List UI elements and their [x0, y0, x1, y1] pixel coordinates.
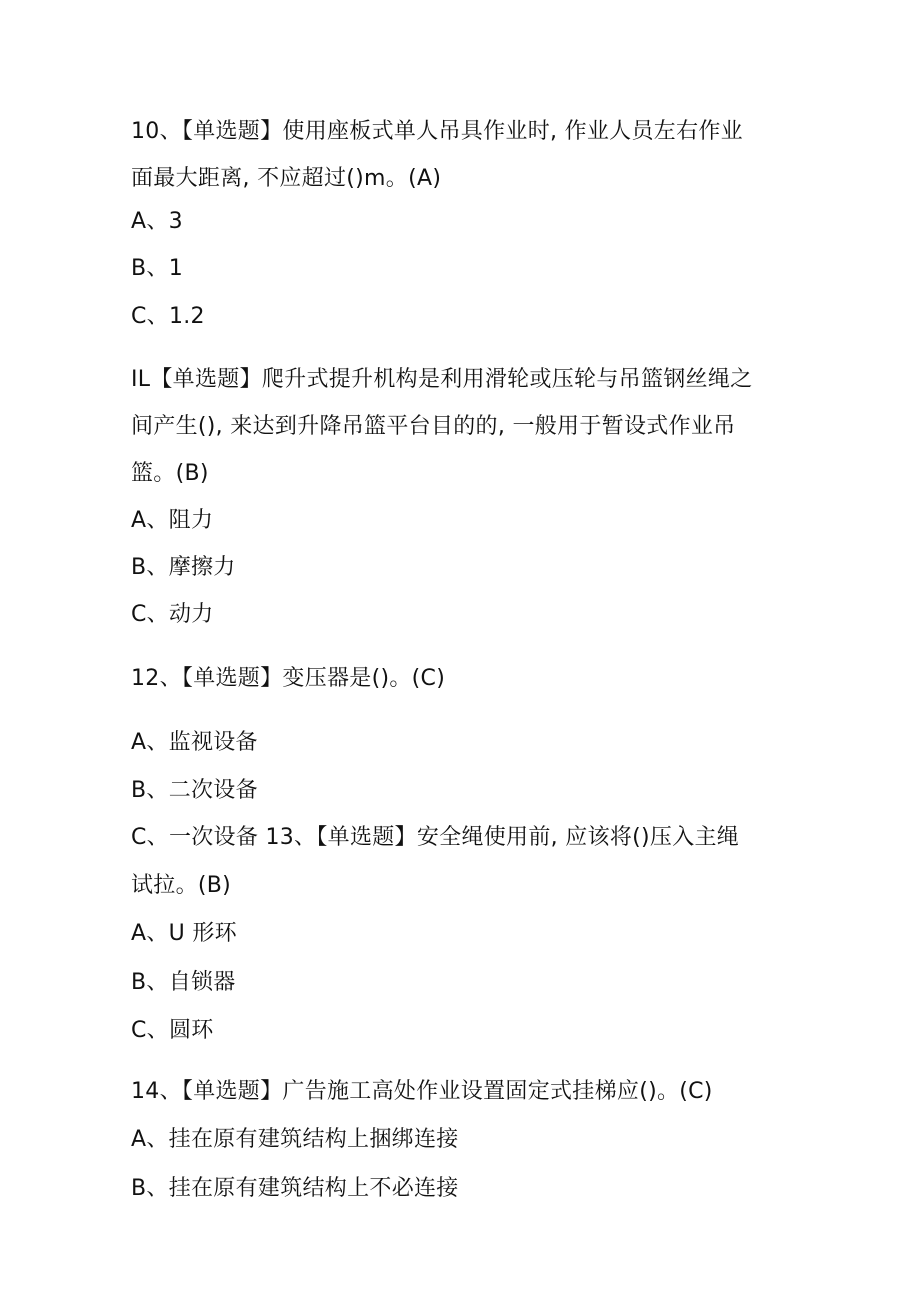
- question-11-option-b: B、摩擦力: [131, 555, 236, 580]
- question-10-option-a: A、3: [131, 209, 183, 234]
- question-14-stem-line-1: 14、【单选题】广告施工高处作业设置固定式挂梯应()。(C): [131, 1079, 713, 1104]
- question-14-option-b: B、挂在原有建筑结构上不必连接: [131, 1176, 459, 1201]
- question-10-option-c: C、1.2: [131, 304, 205, 329]
- question-14-option-a: A、挂在原有建筑结构上捆绑连接: [131, 1127, 459, 1152]
- question-11-option-a: A、阻力: [131, 508, 214, 533]
- question-11-stem-line-3: 篮。(B): [131, 461, 209, 486]
- question-13-option-c: C、圆环: [131, 1018, 214, 1043]
- question-11-option-c: C、动力: [131, 602, 214, 627]
- question-10-stem-line-2: 面最大距离, 不应超过()m。(A): [131, 166, 442, 191]
- question-13-stem-line-1: C、一次设备 13、【单选题】安全绳使用前, 应该将()压入主绳: [131, 825, 740, 850]
- question-12-stem-line-1: 12、【单选题】变压器是()。(C): [131, 666, 446, 691]
- question-12-option-a: A、监视设备: [131, 730, 258, 755]
- question-13-option-a: A、U 形环: [131, 921, 237, 946]
- question-11-stem-line-1: IL【单选题】爬升式提升机构是利用滑轮或压轮与吊篮钢丝绳之: [131, 367, 753, 392]
- question-13-option-b: B、自锁器: [131, 970, 236, 995]
- question-10-option-b: B、1: [131, 256, 183, 281]
- question-10-stem-line-1: 10、【单选题】使用座板式单人吊具作业时, 作业人员左右作业: [131, 119, 743, 144]
- question-12-option-b: B、二次设备: [131, 778, 258, 803]
- question-11-stem-line-2: 间产生(), 来达到升降吊篮平台目的的, 一般用于暂设式作业吊: [131, 414, 736, 439]
- question-13-stem-line-2: 试拉。(B): [131, 873, 232, 898]
